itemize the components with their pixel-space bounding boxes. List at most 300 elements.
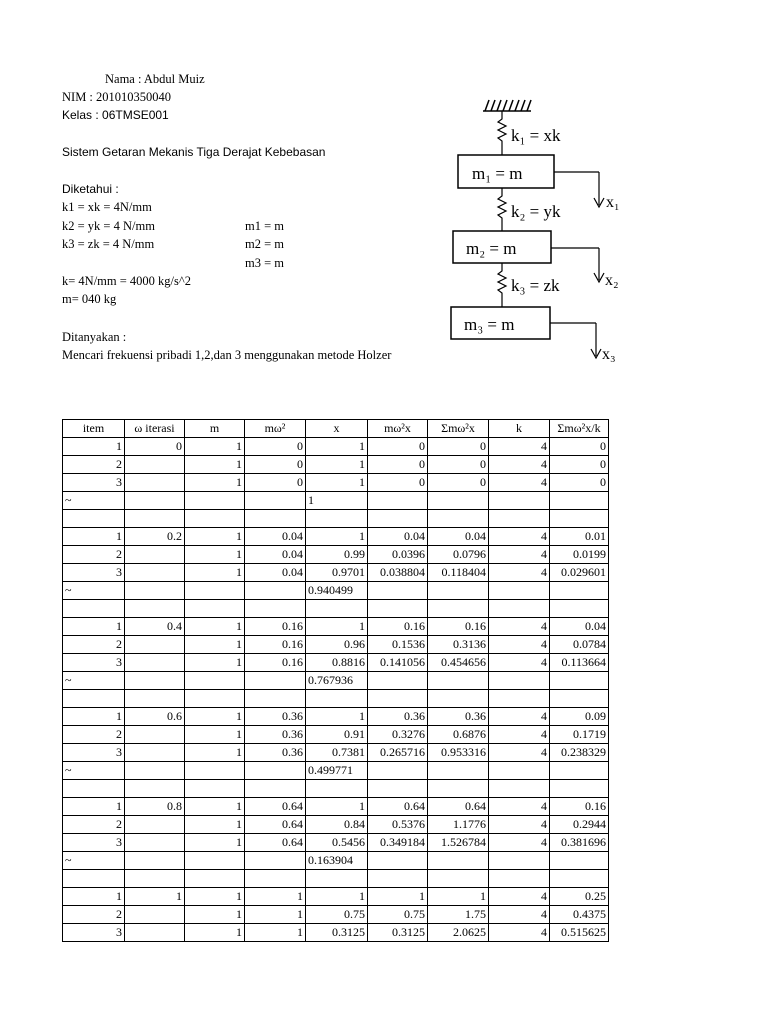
table-cell bbox=[368, 582, 428, 600]
table-cell bbox=[125, 474, 185, 492]
table-cell bbox=[125, 564, 185, 582]
table-cell: 3 bbox=[63, 474, 125, 492]
table-cell: 0 bbox=[245, 456, 306, 474]
table-cell: 0.3276 bbox=[368, 726, 428, 744]
table-cell bbox=[125, 690, 185, 708]
table-cell: 1 bbox=[306, 618, 368, 636]
table-cell bbox=[368, 690, 428, 708]
table-cell: 0.6876 bbox=[428, 726, 489, 744]
table-cell: 1 bbox=[306, 708, 368, 726]
table-cell: 0.04 bbox=[245, 546, 306, 564]
table-cell bbox=[489, 510, 550, 528]
table-cell: 0 bbox=[245, 474, 306, 492]
table-cell: 1 bbox=[185, 618, 245, 636]
table-cell: 4 bbox=[489, 834, 550, 852]
table-cell bbox=[550, 852, 609, 870]
table-row bbox=[63, 564, 609, 582]
table-cell bbox=[550, 492, 609, 510]
table-cell: 1 bbox=[245, 906, 306, 924]
table-cell bbox=[428, 600, 489, 618]
diketahui-label: Diketahui : bbox=[62, 182, 119, 196]
holzer-table bbox=[62, 419, 609, 942]
table-cell bbox=[125, 636, 185, 654]
table-cell: 0.953316 bbox=[428, 744, 489, 762]
header-sum-over-k: Σmω²x/k bbox=[550, 420, 609, 438]
table-cell bbox=[368, 870, 428, 888]
table-cell: 0.6 bbox=[125, 708, 185, 726]
table-cell: 4 bbox=[489, 636, 550, 654]
table-cell bbox=[63, 690, 125, 708]
table-cell bbox=[368, 852, 428, 870]
table-cell bbox=[185, 510, 245, 528]
table-cell bbox=[245, 582, 306, 600]
table-cell bbox=[125, 672, 185, 690]
table-cell bbox=[185, 762, 245, 780]
table-body bbox=[63, 438, 609, 942]
table-cell: 0.118404 bbox=[428, 564, 489, 582]
table-cell bbox=[125, 600, 185, 618]
table-cell bbox=[63, 870, 125, 888]
table-cell: 0.75 bbox=[368, 906, 428, 924]
table-cell: 0 bbox=[550, 456, 609, 474]
table-cell: 0 bbox=[428, 438, 489, 456]
header-m: m bbox=[185, 420, 245, 438]
table-cell: 1 bbox=[185, 744, 245, 762]
table-cell: 0.64 bbox=[245, 798, 306, 816]
table-cell: 1.526784 bbox=[428, 834, 489, 852]
table-row bbox=[63, 798, 609, 816]
table-cell bbox=[489, 762, 550, 780]
table-row bbox=[63, 672, 609, 690]
table-cell: 0.8 bbox=[125, 798, 185, 816]
table-cell: 4 bbox=[489, 618, 550, 636]
table-cell: 1.1776 bbox=[428, 816, 489, 834]
table-cell: 0.4375 bbox=[550, 906, 609, 924]
table-cell: 2 bbox=[63, 906, 125, 924]
m1-line: m1 = m bbox=[245, 219, 284, 233]
table-row bbox=[63, 474, 609, 492]
table-cell: 0.04 bbox=[245, 564, 306, 582]
table-cell: 0.940499 bbox=[306, 582, 368, 600]
table-row bbox=[63, 510, 609, 528]
table-cell bbox=[245, 510, 306, 528]
table-cell bbox=[185, 600, 245, 618]
table-cell bbox=[245, 870, 306, 888]
table-row bbox=[63, 708, 609, 726]
table-cell: 1 bbox=[368, 888, 428, 906]
spring-2 bbox=[498, 188, 506, 231]
table-cell: 0 bbox=[245, 438, 306, 456]
table-cell: 0.25 bbox=[550, 888, 609, 906]
table-row bbox=[63, 438, 609, 456]
table-cell: 0.349184 bbox=[368, 834, 428, 852]
table-cell: 0 bbox=[428, 456, 489, 474]
table-cell: 4 bbox=[489, 744, 550, 762]
spring-mass-diagram bbox=[464, 95, 655, 365]
table-cell: 4 bbox=[489, 726, 550, 744]
k1-line: k1 = xk = 4N/mm bbox=[62, 200, 152, 214]
table-cell bbox=[368, 672, 428, 690]
table-cell: 4 bbox=[489, 924, 550, 942]
table-cell: 4 bbox=[489, 708, 550, 726]
header-m-omega2: mω² bbox=[245, 420, 306, 438]
table-cell bbox=[306, 600, 368, 618]
table-cell bbox=[428, 762, 489, 780]
table-cell bbox=[185, 780, 245, 798]
table-cell: 4 bbox=[489, 474, 550, 492]
table-cell: 0.1719 bbox=[550, 726, 609, 744]
table-cell: 0 bbox=[550, 474, 609, 492]
table-row bbox=[63, 654, 609, 672]
table-cell bbox=[185, 870, 245, 888]
table-cell: 4 bbox=[489, 888, 550, 906]
table-cell: 3 bbox=[63, 564, 125, 582]
table-cell bbox=[125, 870, 185, 888]
table-row bbox=[63, 690, 609, 708]
table-row bbox=[63, 780, 609, 798]
table-cell bbox=[368, 600, 428, 618]
table-cell: 0 bbox=[550, 438, 609, 456]
nama-line: Nama : Abdul Muiz bbox=[105, 72, 205, 86]
table-cell: 4 bbox=[489, 654, 550, 672]
table-cell bbox=[489, 852, 550, 870]
kelas-line: Kelas : 06TMSE001 bbox=[62, 108, 169, 122]
table-cell bbox=[306, 780, 368, 798]
table-row bbox=[63, 762, 609, 780]
table-cell: 0.64 bbox=[428, 798, 489, 816]
table-row bbox=[63, 546, 609, 564]
table-cell: 3 bbox=[63, 744, 125, 762]
table-cell bbox=[125, 456, 185, 474]
table-cell: 1 bbox=[185, 474, 245, 492]
table-cell: 1 bbox=[185, 906, 245, 924]
table-cell bbox=[245, 492, 306, 510]
table-cell: 1 bbox=[185, 834, 245, 852]
header-k: k bbox=[489, 420, 550, 438]
table-cell bbox=[125, 654, 185, 672]
table-cell bbox=[489, 672, 550, 690]
table-row bbox=[63, 582, 609, 600]
table-cell bbox=[550, 510, 609, 528]
table-cell: 4 bbox=[489, 456, 550, 474]
table-cell: 2.0625 bbox=[428, 924, 489, 942]
table-row bbox=[63, 726, 609, 744]
table-cell: 0.515625 bbox=[550, 924, 609, 942]
table-cell bbox=[125, 852, 185, 870]
table-cell: 2 bbox=[63, 636, 125, 654]
table-cell bbox=[550, 600, 609, 618]
table-cell: 4 bbox=[489, 906, 550, 924]
table-cell bbox=[125, 510, 185, 528]
table-cell: 1 bbox=[306, 456, 368, 474]
table-cell bbox=[245, 852, 306, 870]
table-cell: 0.99 bbox=[306, 546, 368, 564]
table-cell bbox=[125, 762, 185, 780]
table-cell bbox=[368, 492, 428, 510]
table-cell: 0.01 bbox=[550, 528, 609, 546]
table-cell: 0 bbox=[125, 438, 185, 456]
table-cell bbox=[125, 744, 185, 762]
table-cell: 3 bbox=[63, 924, 125, 942]
table-cell bbox=[428, 780, 489, 798]
table-cell: 0.96 bbox=[306, 636, 368, 654]
table-cell bbox=[428, 852, 489, 870]
table-cell: 0.91 bbox=[306, 726, 368, 744]
table-cell bbox=[185, 582, 245, 600]
table-cell bbox=[125, 816, 185, 834]
table-cell: 0.04 bbox=[245, 528, 306, 546]
table-cell: 0.3136 bbox=[428, 636, 489, 654]
table-cell: 1 bbox=[306, 492, 368, 510]
table-cell: 0 bbox=[368, 474, 428, 492]
mass-3-label: m₃ = m bbox=[464, 315, 515, 334]
table-cell: 0.16 bbox=[428, 618, 489, 636]
table-cell: 0 bbox=[428, 474, 489, 492]
table-cell: 0.2944 bbox=[550, 816, 609, 834]
table-cell: 0.04 bbox=[428, 528, 489, 546]
table-cell: 2 bbox=[63, 546, 125, 564]
table-cell bbox=[185, 852, 245, 870]
table-cell: ~ bbox=[63, 762, 125, 780]
table-cell: 0.84 bbox=[306, 816, 368, 834]
table-cell: 0.36 bbox=[245, 708, 306, 726]
table-cell: ~ bbox=[63, 582, 125, 600]
table-cell: 1 bbox=[306, 888, 368, 906]
header-item: item bbox=[63, 420, 125, 438]
table-row bbox=[63, 816, 609, 834]
table-cell: 0.36 bbox=[245, 744, 306, 762]
ditanyakan-label: Ditanyakan : bbox=[62, 330, 127, 344]
table-cell: 0.64 bbox=[245, 834, 306, 852]
table-cell: 0.767936 bbox=[306, 672, 368, 690]
table-cell bbox=[550, 582, 609, 600]
table-cell bbox=[550, 870, 609, 888]
table-cell bbox=[63, 780, 125, 798]
table-cell: 0.04 bbox=[368, 528, 428, 546]
table-row bbox=[63, 744, 609, 762]
header-omega-iterasi: ω iterasi bbox=[125, 420, 185, 438]
table-cell: 1 bbox=[63, 708, 125, 726]
table-cell: 0.381696 bbox=[550, 834, 609, 852]
table-cell: 2 bbox=[63, 816, 125, 834]
table-cell: 3 bbox=[63, 834, 125, 852]
table-cell: 0.0796 bbox=[428, 546, 489, 564]
table-cell bbox=[489, 492, 550, 510]
table-cell: 2 bbox=[63, 726, 125, 744]
table-cell bbox=[550, 762, 609, 780]
table-cell: 1 bbox=[185, 546, 245, 564]
table-cell: 1 bbox=[306, 528, 368, 546]
table-cell bbox=[428, 690, 489, 708]
table-cell: 0.36 bbox=[428, 708, 489, 726]
table-row bbox=[63, 600, 609, 618]
table-row bbox=[63, 870, 609, 888]
table-cell: 1 bbox=[63, 528, 125, 546]
table-cell: 4 bbox=[489, 528, 550, 546]
spring-3 bbox=[498, 263, 506, 307]
table-cell bbox=[428, 510, 489, 528]
table-cell: 4 bbox=[489, 438, 550, 456]
table-cell bbox=[125, 726, 185, 744]
header-m-omega2-x: mω²x bbox=[368, 420, 428, 438]
table-cell: 1 bbox=[185, 654, 245, 672]
table-cell: 1 bbox=[63, 438, 125, 456]
table-row bbox=[63, 924, 609, 942]
table-cell bbox=[368, 510, 428, 528]
table-cell: 4 bbox=[489, 798, 550, 816]
spring-1-label: k₁ = xk bbox=[511, 126, 561, 145]
m2-line: m2 = m bbox=[245, 237, 284, 251]
table-cell: 1 bbox=[185, 564, 245, 582]
table-cell bbox=[489, 690, 550, 708]
table-cell: 0.9701 bbox=[306, 564, 368, 582]
table-cell: 0.0199 bbox=[550, 546, 609, 564]
table-row bbox=[63, 906, 609, 924]
table-cell bbox=[185, 690, 245, 708]
table-cell bbox=[185, 492, 245, 510]
k-value-line: k= 4N/mm = 4000 kg/s^2 bbox=[62, 274, 191, 288]
table-row bbox=[63, 492, 609, 510]
table-cell: 0.16 bbox=[245, 636, 306, 654]
header-x: x bbox=[306, 420, 368, 438]
table-cell: 0.029601 bbox=[550, 564, 609, 582]
table-cell: 4 bbox=[489, 564, 550, 582]
table-cell bbox=[125, 906, 185, 924]
table-cell bbox=[125, 834, 185, 852]
table-row bbox=[63, 834, 609, 852]
table-cell: 0.499771 bbox=[306, 762, 368, 780]
table-cell: 0.113664 bbox=[550, 654, 609, 672]
table-cell: ~ bbox=[63, 672, 125, 690]
table-cell: 0.8816 bbox=[306, 654, 368, 672]
mass-2-label: m₂ = m bbox=[466, 239, 517, 258]
table-row bbox=[63, 888, 609, 906]
table-cell bbox=[245, 672, 306, 690]
header-sum-m-omega2-x: Σmω²x bbox=[428, 420, 489, 438]
table-cell: 0.09 bbox=[550, 708, 609, 726]
table-cell bbox=[489, 582, 550, 600]
x3-label: x₃ bbox=[602, 346, 616, 363]
table-cell: 1 bbox=[306, 474, 368, 492]
table-cell: 0.16 bbox=[245, 654, 306, 672]
table-cell: 1 bbox=[306, 438, 368, 456]
table-header-row bbox=[63, 420, 609, 438]
table-cell: 1 bbox=[185, 726, 245, 744]
table-cell: 0.163904 bbox=[306, 852, 368, 870]
table-row bbox=[63, 852, 609, 870]
m3-line: m3 = m bbox=[245, 256, 284, 270]
ground-hatch bbox=[483, 100, 531, 111]
table-cell bbox=[368, 780, 428, 798]
table-cell bbox=[125, 492, 185, 510]
table-cell: 0.238329 bbox=[550, 744, 609, 762]
judul-line: Sistem Getaran Mekanis Tiga Derajat Kebebasan bbox=[62, 145, 326, 159]
table-cell bbox=[489, 600, 550, 618]
spring-2-label: k₂ = yk bbox=[511, 202, 561, 221]
table-cell: 0.3125 bbox=[306, 924, 368, 942]
table-row bbox=[63, 528, 609, 546]
table-cell bbox=[550, 780, 609, 798]
table-cell bbox=[245, 780, 306, 798]
table-cell: 0.36 bbox=[245, 726, 306, 744]
table-cell bbox=[125, 546, 185, 564]
table-cell bbox=[550, 690, 609, 708]
table-cell bbox=[428, 870, 489, 888]
table-cell: 1 bbox=[185, 438, 245, 456]
table-cell bbox=[63, 600, 125, 618]
table-cell: 1 bbox=[185, 636, 245, 654]
table-cell bbox=[306, 870, 368, 888]
table-cell bbox=[489, 780, 550, 798]
table-cell bbox=[428, 672, 489, 690]
table-cell: 3 bbox=[63, 654, 125, 672]
table-row bbox=[63, 618, 609, 636]
table-cell: ~ bbox=[63, 852, 125, 870]
table-cell: 1 bbox=[185, 816, 245, 834]
table-cell bbox=[185, 672, 245, 690]
table-cell: 1 bbox=[185, 708, 245, 726]
table-cell bbox=[125, 924, 185, 942]
table-cell: 1.75 bbox=[428, 906, 489, 924]
table-cell: 0.1536 bbox=[368, 636, 428, 654]
spring-3-label: k₃ = zk bbox=[511, 276, 560, 295]
table-cell: 0 bbox=[368, 438, 428, 456]
table-cell: 0.36 bbox=[368, 708, 428, 726]
table-cell bbox=[125, 582, 185, 600]
table-cell: 1 bbox=[185, 528, 245, 546]
table-cell: 0.0396 bbox=[368, 546, 428, 564]
table-cell: 0.454656 bbox=[428, 654, 489, 672]
table-cell bbox=[245, 690, 306, 708]
table-cell: 0.2 bbox=[125, 528, 185, 546]
table-cell bbox=[368, 762, 428, 780]
table-row bbox=[63, 456, 609, 474]
x2-label: x₂ bbox=[605, 272, 619, 289]
table-cell: 1 bbox=[306, 798, 368, 816]
m-value-line: m= 040 kg bbox=[62, 292, 117, 306]
table-cell: 1 bbox=[185, 888, 245, 906]
table-cell bbox=[550, 672, 609, 690]
table-cell: 1 bbox=[63, 798, 125, 816]
table-cell: 0.5376 bbox=[368, 816, 428, 834]
table-cell: 0.7381 bbox=[306, 744, 368, 762]
table-cell: 1 bbox=[63, 888, 125, 906]
table-cell bbox=[245, 762, 306, 780]
table-cell: 1 bbox=[245, 888, 306, 906]
soal-line: Mencari frekuensi pribadi 1,2,dan 3 menggunakan metode Holzer bbox=[62, 348, 392, 362]
table-cell: 0.16 bbox=[245, 618, 306, 636]
table-cell: 0.5456 bbox=[306, 834, 368, 852]
x1-label: x₁ bbox=[606, 194, 620, 211]
k2-line: k2 = yk = 4 N/mm bbox=[62, 219, 155, 233]
table-cell: 1 bbox=[63, 618, 125, 636]
table-cell: 1 bbox=[185, 456, 245, 474]
table-cell: 0.64 bbox=[368, 798, 428, 816]
table-cell: 0.038804 bbox=[368, 564, 428, 582]
k3-line: k3 = zk = 4 N/mm bbox=[62, 237, 155, 251]
spring-1 bbox=[498, 111, 506, 155]
table-cell: 1 bbox=[125, 888, 185, 906]
table-cell bbox=[489, 870, 550, 888]
table-cell: 2 bbox=[63, 456, 125, 474]
table-cell bbox=[63, 510, 125, 528]
table-cell: 0.04 bbox=[550, 618, 609, 636]
table-cell bbox=[125, 780, 185, 798]
table-cell: 0.75 bbox=[306, 906, 368, 924]
table-cell: 4 bbox=[489, 816, 550, 834]
table-cell: ~ bbox=[63, 492, 125, 510]
table-cell: 0.64 bbox=[245, 816, 306, 834]
